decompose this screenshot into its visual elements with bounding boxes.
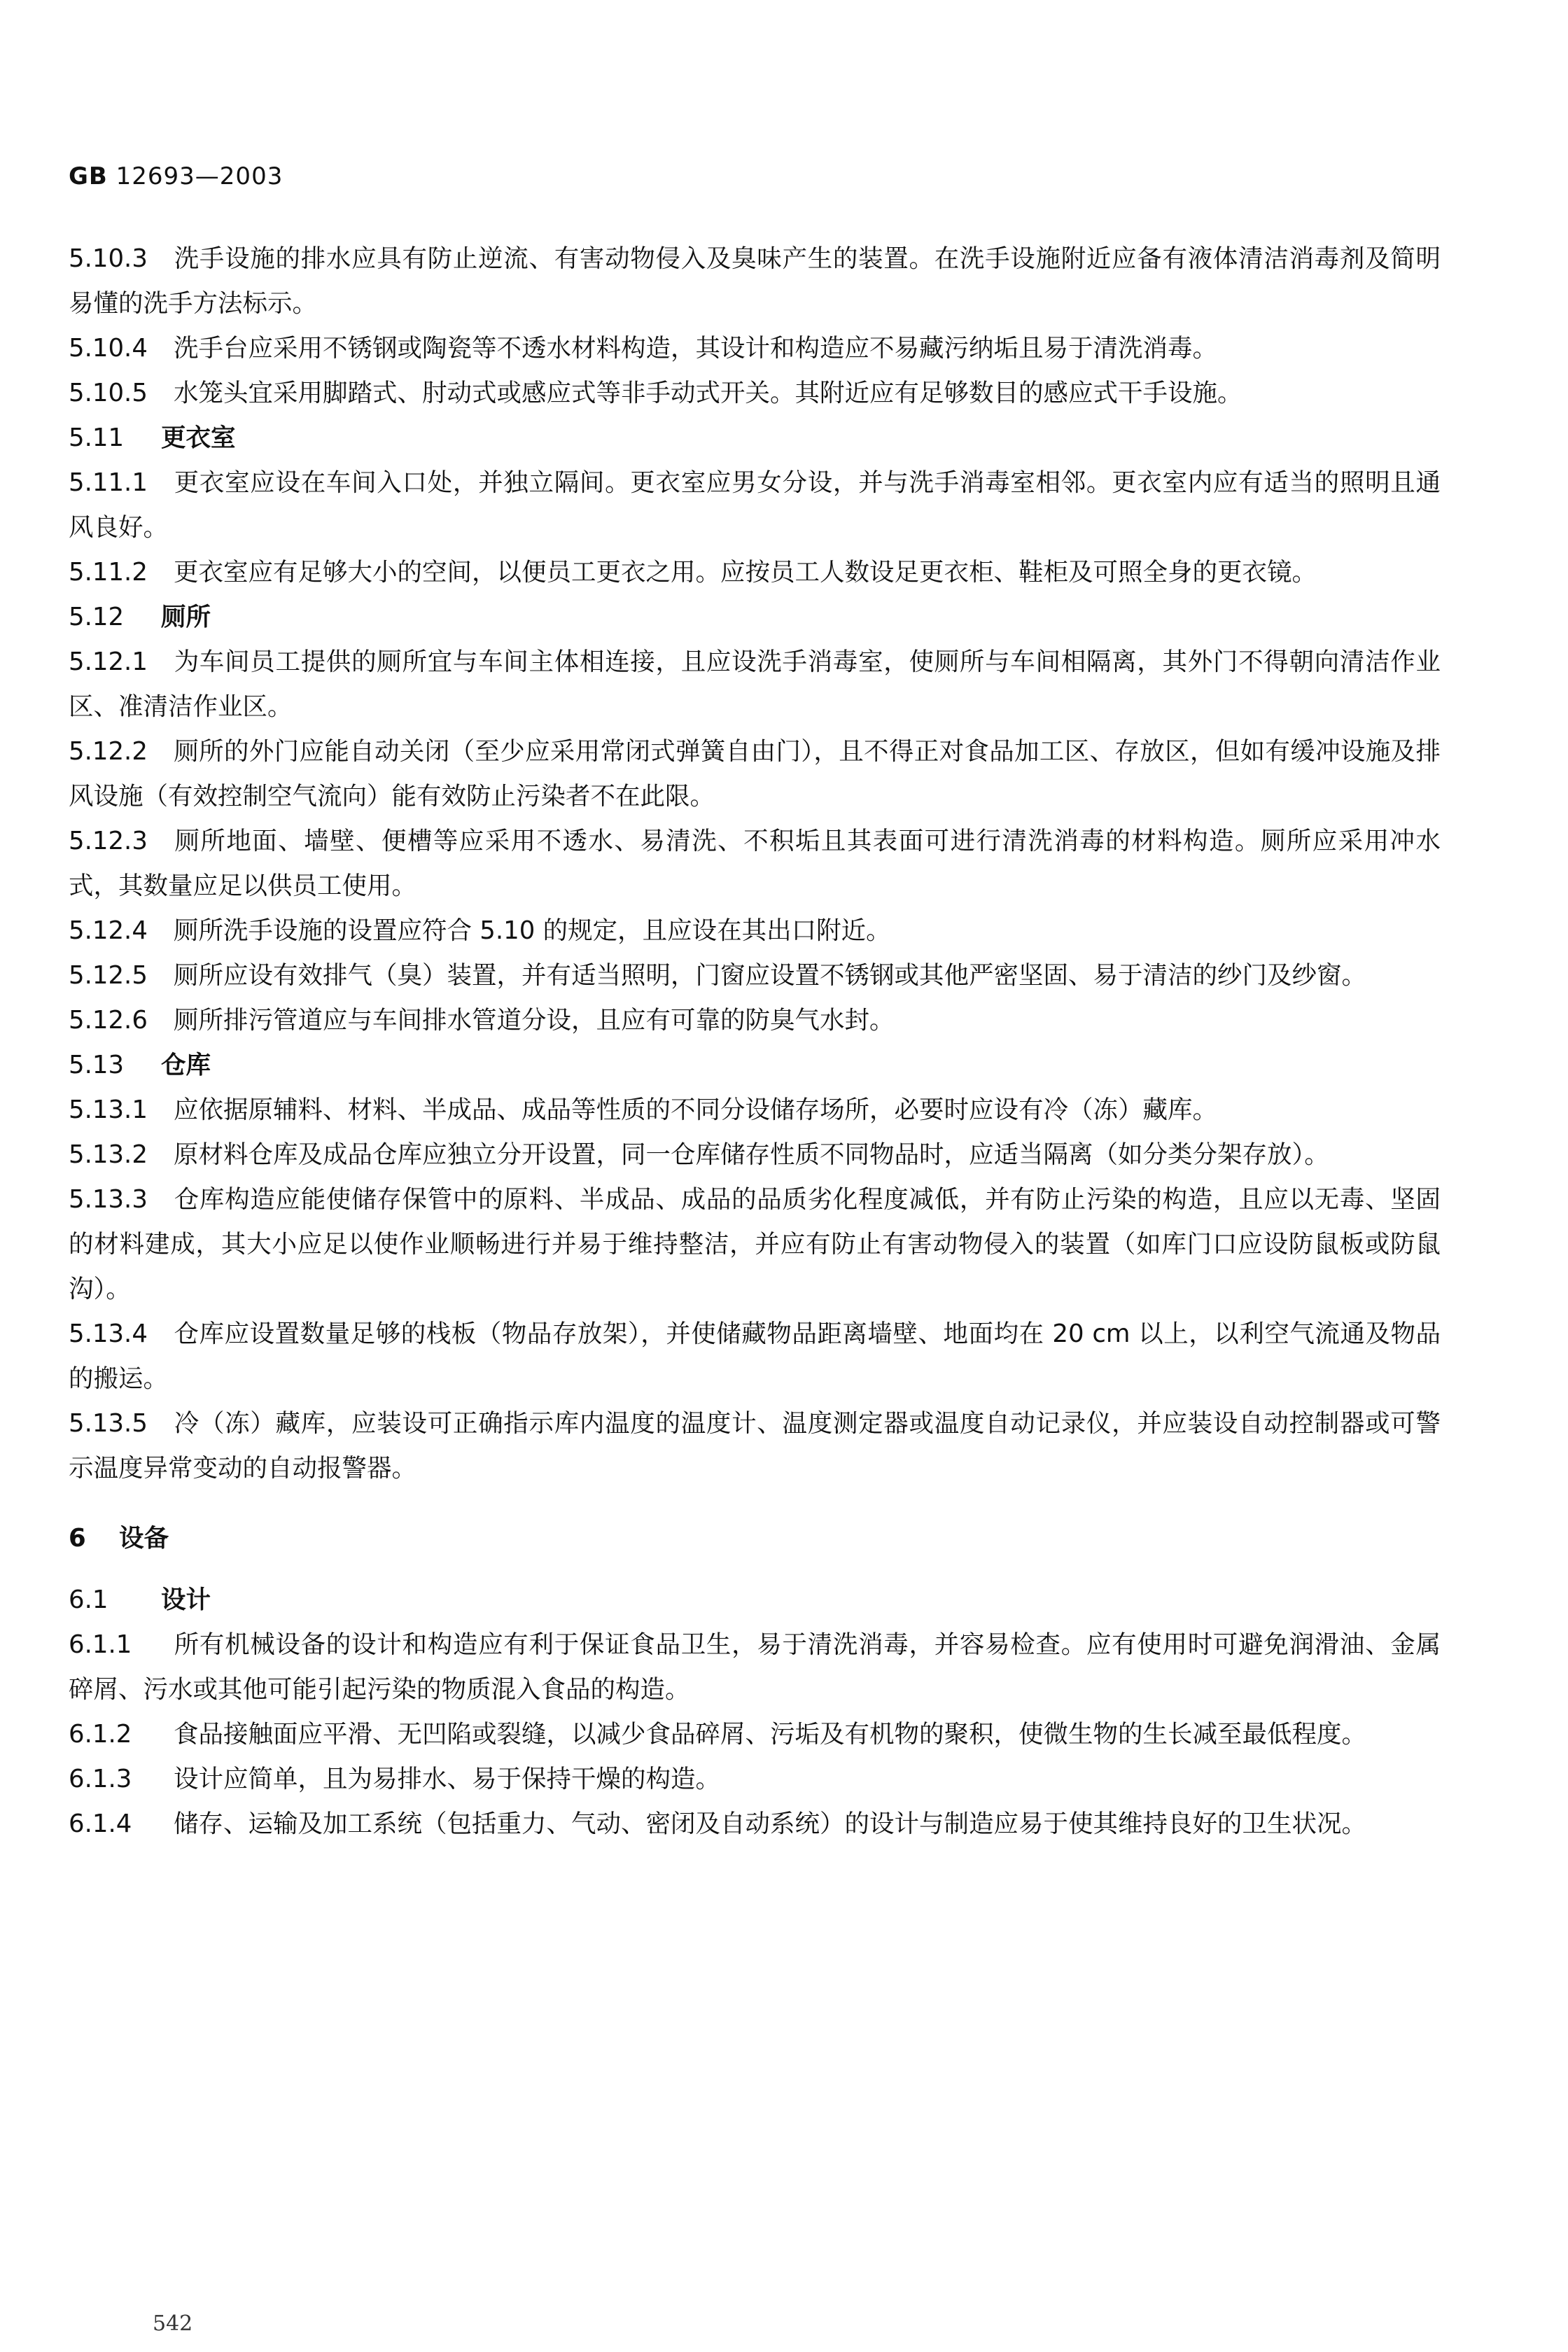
clause-text: 厕所 [161, 603, 211, 631]
document-header [69, 162, 283, 190]
page-number: 542 [153, 2311, 193, 2336]
clause-number: 5.12.2 [69, 737, 148, 766]
clause-paragraph [69, 326, 1441, 371]
clause-number: 5.13.5 [69, 1409, 148, 1438]
clause-paragraph [69, 550, 1441, 595]
clause-number: 5.13.3 [69, 1185, 148, 1214]
clause-text: 食品接触面应平滑、无凹陷或裂缝，以减少食品碎屑、污垢及有机物的聚积，使微生物的生长减至最低程度。 [174, 1720, 1367, 1749]
clause-text: 更衣室应设在车间入口处，并独立隔间。更衣室应男女分设，并与洗手消毒室相邻。更衣室内应有适当的照明且通风良好。 [69, 468, 1441, 542]
clause-text: 设计应简单，且为易排水、易于保持干燥的构造。 [174, 1765, 721, 1793]
clause-text: 仓库应设置数量足够的栈板（物品存放架），并使储藏物品距离墙壁、地面均在 20 cm 以上，以利空气流通及物品的搬运。 [69, 1320, 1441, 1393]
clause-text: 厕所应设有效排气（臭）装置，并有适当照明，门窗应设置不锈钢或其他严密坚固、易于清洁的纱门及纱窗。 [174, 961, 1367, 990]
clause-number: 6.1.1 [69, 1630, 132, 1659]
clause-paragraph [69, 819, 1441, 909]
clause-number: 5.13.2 [69, 1140, 148, 1169]
clause-number: 5.13.4 [69, 1320, 148, 1348]
chapter-heading [69, 1516, 1441, 1561]
clause-text: 厕所洗手设施的设置应符合 5.10 的规定，且应设在其出口附近。 [174, 916, 891, 945]
clause-text: 设计 [161, 1586, 211, 1614]
clause-text: 原材料仓库及成品仓库应独立分开设置，同一仓库储存性质不同物品时，应适当隔离（如分类分架存放）。 [174, 1140, 1329, 1169]
clause-text: 厕所地面、墙壁、便槽等应采用不透水、易清洗、不积垢且其表面可进行清洗消毒的材料构造。厕所应采用冲水式，其数量应足以供员工使用。 [69, 827, 1441, 900]
clause-paragraph [69, 1133, 1441, 1177]
clause-paragraph [69, 237, 1441, 326]
clause-text: 冷（冻）藏库，应装设可正确指示库内温度的温度计、温度测定器或温度自动记录仪，并应装设自动控制器或可警示温度异常变动的自动报警器。 [69, 1409, 1441, 1483]
clause-text: 厕所的外门应能自动关闭（至少应采用常闭式弹簧自由门），且不得正对食品加工区、存放区，但如有缓冲设施及排风设施（有效控制空气流向）能有效防止污染者不在此限。 [69, 737, 1441, 811]
clause-paragraph [69, 998, 1441, 1043]
clause-number: 5.11.1 [69, 468, 148, 497]
clause-text: 水笼头宜采用脚踏式、肘动式或感应式等非手动式开关。其附近应有足够数目的感应式干手设施。 [174, 379, 1242, 407]
section-heading [69, 595, 1441, 640]
clause-text: 洗手台应采用不锈钢或陶瓷等不透水材料构造，其设计和构造应不易藏污纳垢且易于清洗消毒。 [174, 334, 1218, 363]
clause-text: 更衣室 [161, 424, 236, 452]
clause-paragraph [69, 729, 1441, 819]
clause-paragraph [69, 461, 1441, 550]
clause-paragraph [69, 1088, 1441, 1133]
standard-prefix: GB [69, 162, 108, 190]
document-body [69, 237, 1441, 1847]
clause-text: 洗手设施的排水应具有防止逆流、有害动物侵入及臭味产生的装置。在洗手设施附近应备有液体清洁消毒剂及简明易懂的洗手方法标示。 [69, 244, 1441, 318]
clause-text: 储存、运输及加工系统（包括重力、气动、密闭及自动系统）的设计与制造应易于使其维持良好的卫生状况。 [174, 1809, 1367, 1838]
clause-paragraph [69, 640, 1441, 729]
clause-number: 5.13.1 [69, 1096, 148, 1124]
clause-number: 6.1 [69, 1586, 108, 1614]
clause-text: 应依据原辅料、材料、半成品、成品等性质的不同分设储存场所，必要时应设有冷（冻）藏库。 [174, 1096, 1218, 1124]
clause-number: 5.11 [69, 424, 125, 452]
clause-number: 6.1.4 [69, 1809, 132, 1838]
clause-paragraph [69, 1401, 1441, 1491]
clause-text: 所有机械设备的设计和构造应有利于保证食品卫生，易于清洗消毒，并容易检查。应有使用时可避免润滑油、金属碎屑、污水或其他可能引起污染的物质混入食品的构造。 [69, 1630, 1441, 1704]
clause-paragraph [69, 953, 1441, 998]
clause-paragraph [69, 1312, 1441, 1401]
clause-paragraph [69, 1802, 1441, 1847]
standard-code: 12693—2003 [115, 162, 284, 190]
clause-number: 6 [69, 1524, 86, 1553]
clause-text: 仓库构造应能使储存保管中的原料、半成品、成品的品质劣化程度减低，并有防止污染的构造，且应以无毒、坚固的材料建成，其大小应足以使作业顺畅进行并易于维持整洁，并应有防止有害动物侵入的装置（如库门口应设防鼠板或防鼠沟）。 [69, 1185, 1441, 1303]
clause-number: 6.1.2 [69, 1720, 132, 1749]
clause-paragraph [69, 1712, 1441, 1757]
clause-paragraph [69, 1623, 1441, 1712]
clause-number: 6.1.3 [69, 1765, 132, 1793]
clause-paragraph [69, 909, 1441, 953]
clause-number: 5.10.4 [69, 334, 148, 363]
clause-number: 5.12.6 [69, 1006, 148, 1035]
clause-text: 更衣室应有足够大小的空间，以便员工更衣之用。应按员工人数设足更衣柜、鞋柜及可照全身的更衣镜。 [174, 558, 1317, 587]
clause-text: 设备 [119, 1524, 169, 1553]
clause-text: 仓库 [161, 1051, 211, 1079]
clause-paragraph [69, 1757, 1441, 1802]
clause-number: 5.10.3 [69, 244, 148, 273]
clause-text: 厕所排污管道应与车间排水管道分设，且应有可靠的防臭气水封。 [174, 1006, 895, 1035]
clause-number: 5.12.1 [69, 648, 148, 676]
section-heading [69, 1043, 1441, 1088]
clause-number: 5.12 [69, 603, 125, 631]
clause-number: 5.11.2 [69, 558, 148, 587]
clause-paragraph [69, 371, 1441, 416]
section-heading [69, 1578, 1441, 1623]
clause-paragraph [69, 1177, 1441, 1312]
clause-number: 5.13 [69, 1051, 125, 1079]
clause-number: 5.10.5 [69, 379, 148, 407]
clause-number: 5.12.4 [69, 916, 148, 945]
clause-text: 为车间员工提供的厕所宜与车间主体相连接，且应设洗手消毒室，使厕所与车间相隔离，其外门不得朝向清洁作业区、准清洁作业区。 [69, 648, 1441, 721]
section-heading [69, 416, 1441, 461]
clause-number: 5.12.5 [69, 961, 148, 990]
clause-number: 5.12.3 [69, 827, 148, 855]
